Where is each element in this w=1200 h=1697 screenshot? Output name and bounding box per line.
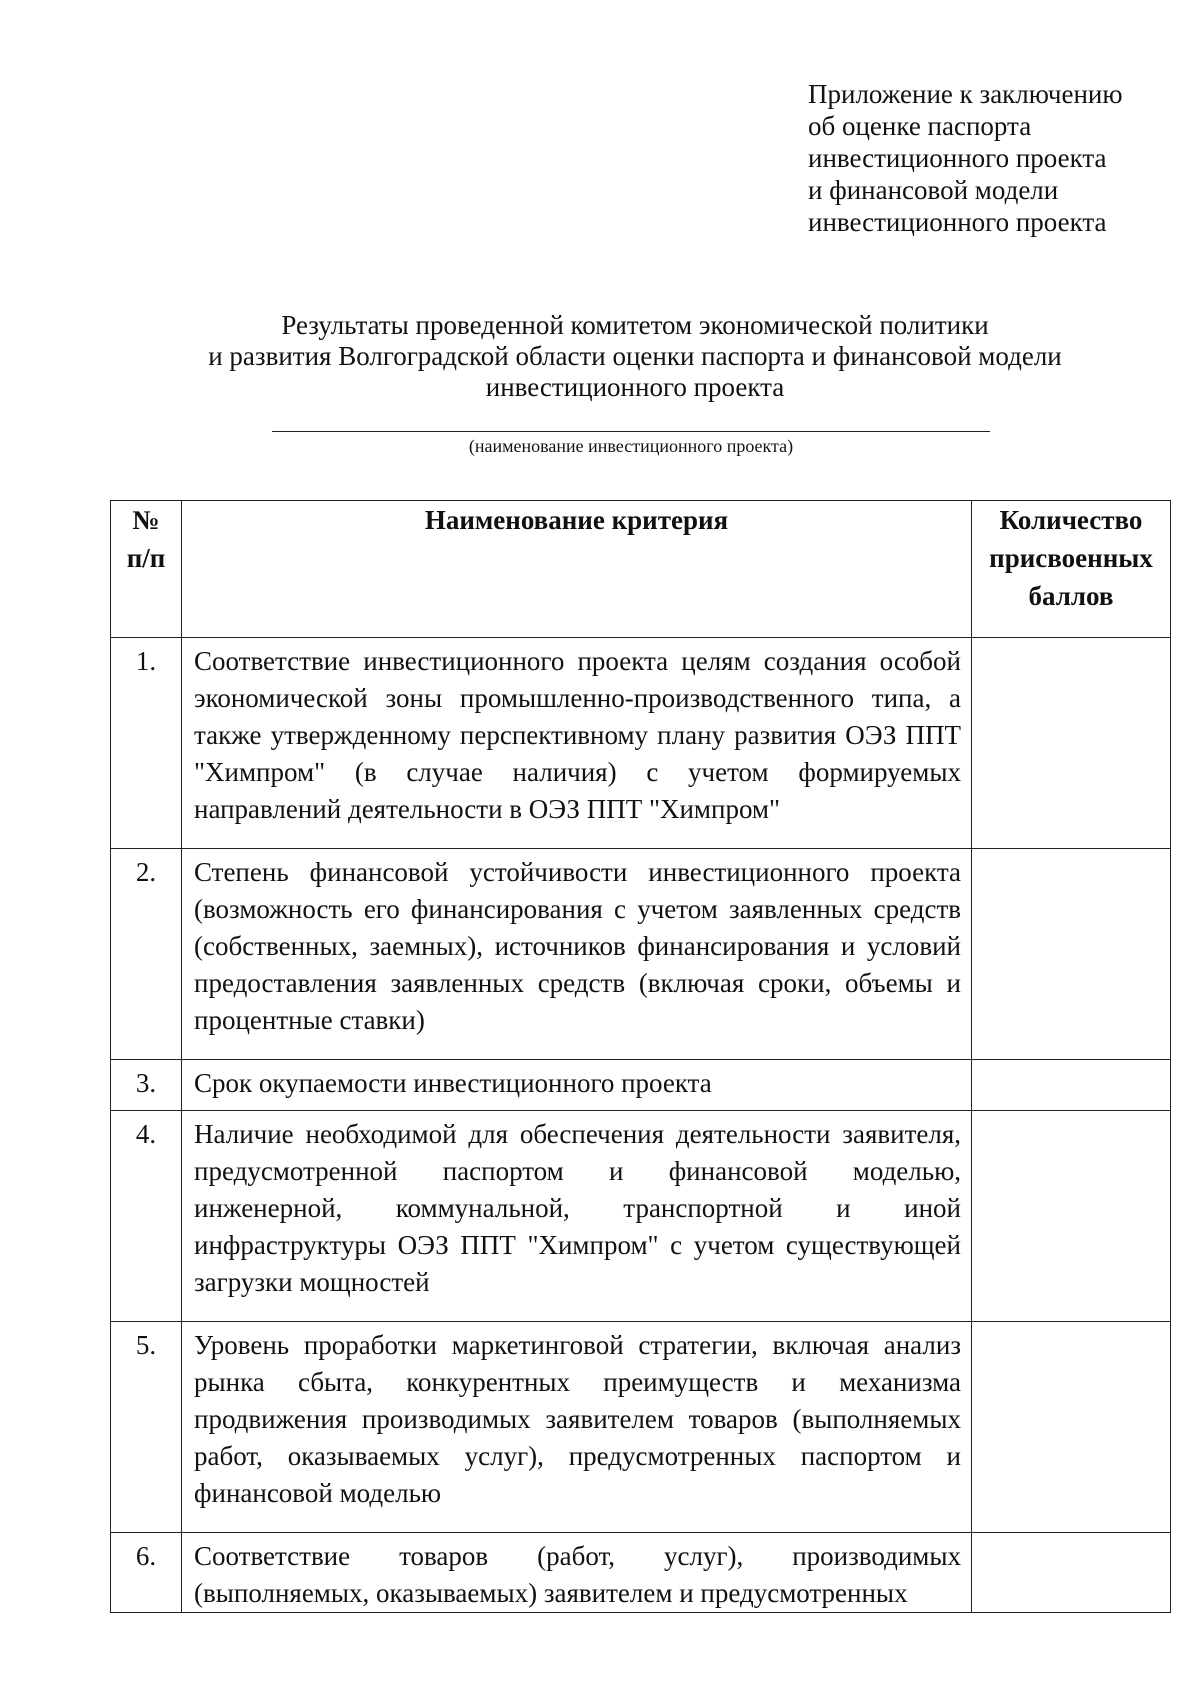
header-criterion: Наименование критерия: [182, 501, 972, 638]
document-heading: [100, 310, 1170, 403]
row-number: 2.: [111, 849, 182, 1060]
row-criterion: Соответствие товаров (работ, услуг), производимых (выполняемых, оказываемых) заявителем и предусмотренных: [182, 1533, 972, 1613]
row-number: 1.: [111, 638, 182, 849]
row-criterion: Соответствие инвестиционного проекта целям создания особой экономической зоны промышленно-производственного типа, а также утвержденному перспективному плану развития ОЭЗ ППТ "Химпром" (в случае наличия) с учетом формируемых направлений деятельности в ОЭЗ ППТ "Химпром": [182, 638, 972, 849]
row-points: [972, 1533, 1171, 1613]
heading-line-3: инвестиционного проекта: [485, 372, 785, 402]
table-row: [111, 1111, 1171, 1322]
header-points: [972, 501, 1171, 638]
row-number: 4.: [111, 1111, 182, 1322]
row-number: 6.: [111, 1533, 182, 1613]
row-points: [972, 1111, 1171, 1322]
heading-line-2: и развития Волгоградской области оценки паспорта и финансовой модели: [208, 341, 1062, 371]
annex-line-3: инвестиционного проекта: [808, 143, 1107, 173]
criteria-table: [110, 500, 1171, 1613]
table-row: [111, 1322, 1171, 1533]
table-row: [111, 1533, 1171, 1613]
project-name-underline: [272, 431, 990, 432]
row-points: [972, 638, 1171, 849]
header-number-line-2: п/п: [126, 543, 166, 573]
header-points-line-3: баллов: [1028, 581, 1114, 611]
annex-line-1: Приложение к заключению: [808, 79, 1123, 109]
table-row: [111, 638, 1171, 849]
row-criterion: Наличие необходимой для обеспечения деятельности заявителя, предусмотренной паспортом и финансовой моделью, инженерной, коммунальной, транспортной и иной инфраструктуры ОЭЗ ППТ "Химпром" с учетом существующей загрузки мощностей: [182, 1111, 972, 1322]
row-criterion: Срок окупаемости инвестиционного проекта: [182, 1060, 972, 1111]
table-row: [111, 1060, 1171, 1111]
header-points-line-1: Количество: [999, 505, 1143, 535]
header-number: [111, 501, 182, 638]
annex-line-2: об оценке паспорта: [808, 111, 1032, 141]
table-header-row: [111, 501, 1171, 638]
table-row: [111, 849, 1171, 1060]
row-points: [972, 1322, 1171, 1533]
project-name-caption: (наименование инвестиционного проекта): [468, 436, 794, 456]
header-number-line-1: №: [132, 505, 160, 535]
row-points: [972, 849, 1171, 1060]
header-points-line-2: присвоенных: [989, 543, 1153, 573]
heading-line-1: Результаты проведенной комитетом экономической политики: [281, 310, 989, 340]
row-number: 3.: [111, 1060, 182, 1111]
row-points: [972, 1060, 1171, 1111]
annex-line-4: и финансовой модели: [808, 175, 1059, 205]
row-criterion: Степень финансовой устойчивости инвестиционного проекта (возможность его финансирования с учетом заявленных средств (собственных, заемных), источников финансирования и условий предоставления заявленных средств (включая сроки, объемы и процентные ставки): [182, 849, 972, 1060]
annex-line-5: инвестиционного проекта: [808, 207, 1107, 237]
row-number: 5.: [111, 1322, 182, 1533]
row-criterion: Уровень проработки маркетинговой стратегии, включая анализ рынка сбыта, конкурентных преимуществ и механизма продвижения производимых заявителем товаров (выполняемых работ, оказываемых услуг), предусмотренных паспортом и финансовой моделью: [182, 1322, 972, 1533]
annex-caption: [808, 78, 1123, 238]
